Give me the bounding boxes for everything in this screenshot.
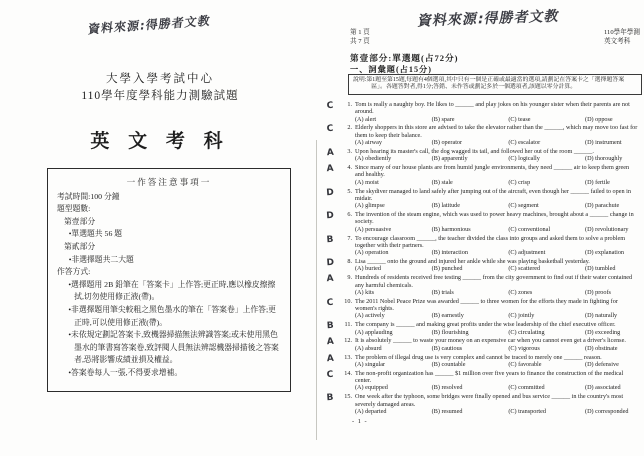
option-b: (B) earnestly xyxy=(431,312,464,320)
question-text: The skydiver managed to land safely after jumping out of the aircraft, even though her ______ failed to open in midair. xyxy=(355,187,631,202)
options-row xyxy=(355,329,639,336)
question-number: 8. xyxy=(347,258,352,266)
option-c: (C) tease xyxy=(508,115,531,123)
question-body xyxy=(355,298,644,320)
handwritten-answer: A xyxy=(326,147,335,158)
question-text: Upon hearing its master's call, the dog wagged its tail, and followed her out of the room ______. xyxy=(355,147,594,155)
question-row xyxy=(322,148,644,163)
total-pages-label: 共 7 頁 xyxy=(350,38,370,45)
option-d: (D) instrument xyxy=(585,139,622,147)
option-b: (B) operator xyxy=(431,139,463,147)
options-row xyxy=(355,202,639,209)
option-a: (A) kits xyxy=(355,288,375,296)
option-d: (D) defensive xyxy=(585,360,619,368)
question-body xyxy=(355,393,644,415)
option-b: (B) spare xyxy=(431,115,455,123)
notice-line: •非選擇題用筆尖較粗之黑色墨水的筆在「答案卷」上作答;更正時,可以使用修正液(帶)。 xyxy=(68,304,276,327)
handwritten-answer: A xyxy=(326,336,335,348)
option-b: (B) interaction xyxy=(431,249,468,257)
option-c: (C) logically xyxy=(508,155,540,163)
handwritten-answer: A xyxy=(326,352,335,364)
options-row xyxy=(355,155,639,162)
notice-line: 作答方式: xyxy=(57,267,91,277)
option-d: (D) exceeding xyxy=(585,328,621,336)
notice-line: •選擇題用 2B 鉛筆在「答案卡」上作答;更正時,應以橡皮擦擦拭,切勿使用修正液(帶)。 xyxy=(68,279,276,302)
question-body xyxy=(355,148,644,163)
subsection-title: 一、詞彙題(占15分) xyxy=(350,65,432,74)
option-a: (A) singular xyxy=(355,360,386,368)
option-a: (A) absurd xyxy=(355,344,382,352)
option-b: (B) countable xyxy=(431,360,466,368)
option-a: (A) persuasive xyxy=(355,225,392,233)
handwritten-source-note: 資料來源:得勝者文教 xyxy=(416,8,561,30)
question-text: The company is ______ and making great profits under the wise leadership of the chief executive officer. xyxy=(355,321,616,329)
question-number: 5. xyxy=(347,187,352,195)
question-body xyxy=(355,321,644,336)
option-c: (C) vigorous xyxy=(508,344,540,352)
question-number: 7. xyxy=(347,234,352,242)
handwritten-answer: C xyxy=(326,369,334,380)
option-c: (C) scattered xyxy=(508,265,541,273)
question-row xyxy=(322,321,644,336)
option-d: (D) explanation xyxy=(585,249,625,257)
option-d: (D) proofs xyxy=(585,288,611,296)
question-number: 14. xyxy=(344,369,352,377)
organization-title: 大學入學考試中心 xyxy=(106,73,214,85)
option-c: (C) crisp xyxy=(508,178,531,186)
question-number: 15. xyxy=(344,393,352,401)
option-b: (B) apparently xyxy=(431,155,468,163)
question-row xyxy=(322,258,644,273)
question-number: 4. xyxy=(347,164,352,172)
options-row xyxy=(355,384,639,391)
question-text: The invention of the steam engine, which was used to power heavy machines, brought about a ______ change in society. xyxy=(355,211,634,226)
options-row xyxy=(355,345,639,352)
options-row xyxy=(355,116,639,123)
question-row xyxy=(322,393,644,415)
question-row xyxy=(322,101,644,123)
notice-line: 第壹部分 xyxy=(64,216,96,226)
option-a: (A) alert xyxy=(355,115,377,123)
option-c: (C) escalator xyxy=(508,139,541,147)
question-body xyxy=(355,164,644,186)
question-body xyxy=(355,124,644,146)
question-text: Hundreds of residents received free testing ______ from the city government to find out if their water contained any harmful chemicals. xyxy=(355,274,633,289)
notice-line: •非選擇題共二大題 xyxy=(68,254,134,264)
question-text: The non-profit organization has ______ $1 million over five years to finance the construction of the medical center. xyxy=(355,369,624,385)
handwritten-answer: D xyxy=(325,186,335,198)
options-row xyxy=(355,265,639,272)
handwritten-answer: D xyxy=(325,210,335,221)
option-a: (A) operation xyxy=(355,249,389,257)
option-c: (C) jointly xyxy=(508,312,535,320)
option-a: (A) departed xyxy=(355,407,387,415)
question-row xyxy=(322,298,644,320)
handwritten-answer: B xyxy=(326,233,334,245)
question-text: It is absolutely ______ to waste your money on an expensive car when you cannot even get a driver's license. xyxy=(355,337,626,345)
option-a: (A) actively xyxy=(355,312,385,320)
instructions-text: 說明:第1題至第15題,每題有4個選項,其中只有一個是正確或最適當的選項,請劃記在答案卡之「選擇題答案區」。各題答對者,得1分;答錯、未作答或劃記多於一個選項者,該題以零分計算。 xyxy=(353,77,625,91)
option-b: (B) resolved xyxy=(431,384,463,392)
handwritten-answer: C xyxy=(326,123,334,135)
option-d: (D) oppose xyxy=(585,115,613,123)
question-body xyxy=(355,337,644,352)
options-row xyxy=(355,408,639,415)
question-text: Elderly shoppers in this store are advised to take the elevator rather than the ______, which may move too fast for them to keep their balance. xyxy=(355,124,638,139)
question-row xyxy=(322,124,644,146)
option-b: (B) cautious xyxy=(431,344,463,352)
question-text: The 2011 Nobel Peace Prize was awarded ______ to three women for the efforts they made in fighting for women's rights. xyxy=(355,297,618,313)
question-row xyxy=(322,164,644,186)
question-row xyxy=(322,211,644,233)
options-row xyxy=(355,361,639,368)
option-c: (C) favorable xyxy=(508,360,542,368)
question-number: 1. xyxy=(347,101,352,108)
question-body xyxy=(355,354,644,369)
notice-line: •答案卷每人一張,不得要求增補。 xyxy=(68,367,183,377)
option-c: (C) committed xyxy=(508,384,545,392)
exam-label-block xyxy=(604,28,640,46)
question-row xyxy=(322,188,644,210)
option-d: (D) corresponded xyxy=(585,407,629,415)
question-number: 10. xyxy=(344,297,352,305)
notice-lines xyxy=(57,191,281,380)
question-number: 9. xyxy=(347,274,352,282)
question-number: 6. xyxy=(347,211,352,219)
option-a: (A) buried xyxy=(355,265,381,273)
page-count-block xyxy=(350,28,370,46)
option-d: (D) naturally xyxy=(585,312,618,320)
handwritten-answer: C xyxy=(326,297,334,308)
page-edge-line xyxy=(316,140,317,440)
notice-box-title: 一作答注意事項一 xyxy=(126,177,212,187)
question-row xyxy=(322,337,644,352)
question-text: The problem of illegal drug use is very complex and cannot be traced to merely one ______ reason. xyxy=(355,353,602,361)
question-number: 13. xyxy=(344,353,352,361)
question-body xyxy=(355,235,644,257)
answer-notice-box xyxy=(47,168,291,392)
option-a: (A) applauding xyxy=(355,328,393,336)
options-row xyxy=(355,312,639,319)
question-body xyxy=(355,370,644,392)
instructions-box xyxy=(348,74,642,95)
options-row xyxy=(355,226,639,233)
option-d: (D) revolutionary xyxy=(585,225,629,233)
option-a: (A) airway xyxy=(355,139,382,147)
option-a: (A) glimpse xyxy=(355,202,385,210)
option-d: (D) tumbled xyxy=(585,265,616,273)
options-row xyxy=(355,139,639,146)
exam-title: 110學年度學科能力測驗試題 xyxy=(81,90,239,102)
handwritten-answer: C xyxy=(326,100,334,111)
options-row xyxy=(355,179,639,186)
option-c: (C) conventional xyxy=(508,225,551,233)
option-c: (C) transported xyxy=(508,407,546,415)
question-body xyxy=(355,274,644,296)
question-body xyxy=(355,101,644,123)
handwritten-answer: A xyxy=(326,163,334,174)
option-d: (D) fertile xyxy=(585,178,610,186)
question-row xyxy=(322,235,644,257)
handwritten-answer: A xyxy=(326,273,334,285)
cover-page xyxy=(0,0,320,456)
option-a: (A) obediently xyxy=(355,155,392,163)
page-number: - 1 - xyxy=(352,418,368,425)
notice-line: 第貳部分 xyxy=(64,241,96,251)
option-b: (B) harmonious xyxy=(431,225,471,233)
question-number: 12. xyxy=(344,337,352,345)
handwritten-answer: B xyxy=(326,320,335,331)
notice-line: •單選題共 56 題 xyxy=(68,229,123,239)
question-text: Tom is really a naughty boy. He likes to ______ and play jokes on his younger sister when their parents are not around. xyxy=(355,101,630,116)
exam-subject-label: 英文考科 xyxy=(603,38,631,45)
option-d: (D) associated xyxy=(585,384,621,392)
question-number: 2. xyxy=(347,124,352,132)
option-b: (B) trials xyxy=(431,288,454,296)
question-row xyxy=(322,370,644,392)
question-body xyxy=(355,258,644,273)
options-row xyxy=(355,289,639,296)
question-list xyxy=(322,101,644,417)
option-d: (D) obstinate xyxy=(585,344,618,352)
question-number: 11. xyxy=(344,321,352,329)
question-text: Since many of our house plants are from humid jungle environments, they need ______ air to keep them green and healthy. xyxy=(355,164,630,179)
question-text: To encourage classroom ______, the teacher divided the class into groups and asked them to solve a problem together with their partners. xyxy=(355,234,626,249)
option-d: (D) thoroughly xyxy=(585,155,623,163)
question-body xyxy=(355,211,644,233)
page-header xyxy=(350,28,640,46)
option-a: (A) moist xyxy=(355,178,379,186)
question-text: One week after the typhoon, some bridges were finally opened and bus service ______ in the country's most severely damaged areas. xyxy=(355,393,624,408)
notice-line: 題型題數: xyxy=(57,204,91,214)
subject-title: 英 文 考 科 xyxy=(90,131,230,152)
option-b: (B) resumed xyxy=(431,407,463,415)
option-b: (B) flourishing xyxy=(431,328,469,336)
option-d: (D) parachute xyxy=(585,202,620,210)
option-c: (C) segment xyxy=(508,202,539,210)
option-b: (B) punched xyxy=(431,265,463,273)
section-title: 第壹部分:單選題(占72分) xyxy=(350,53,459,63)
handwritten-answer: B xyxy=(326,392,334,404)
exam-year-label: 110學年學測 xyxy=(603,29,640,36)
question-text: Lisa ______ onto the ground and injured her ankle while she was playing basketball yesterday. xyxy=(355,258,590,266)
question-body xyxy=(355,188,644,210)
options-row xyxy=(355,249,639,256)
option-b: (B) latitude xyxy=(431,202,461,210)
notice-line: •未依規定劃記答案卡,致機器掃描無法辨識答案;或未使用黑色墨水的筆書寫答案卷,致評閱人員無法辨認機器掃描後之答案者,恐將影響成績並損及權益。 xyxy=(68,330,279,365)
option-c: (C) adjustment xyxy=(508,249,546,257)
option-b: (B) stale xyxy=(431,178,453,186)
handwritten-answer: D xyxy=(326,257,335,268)
handwritten-source-note: 資料來源:得勝者文教 xyxy=(87,13,212,37)
option-c: (C) circulating xyxy=(508,328,545,336)
question-row xyxy=(322,354,644,369)
page-label: 第 1 頁 xyxy=(350,29,370,36)
question-row xyxy=(322,274,644,296)
question-number: 3. xyxy=(347,147,352,155)
option-c: (C) zones xyxy=(508,288,533,296)
option-a: (A) equipped xyxy=(355,384,388,392)
notice-line: 考試時間:100 分鐘 xyxy=(57,191,120,201)
question-page xyxy=(322,0,644,456)
